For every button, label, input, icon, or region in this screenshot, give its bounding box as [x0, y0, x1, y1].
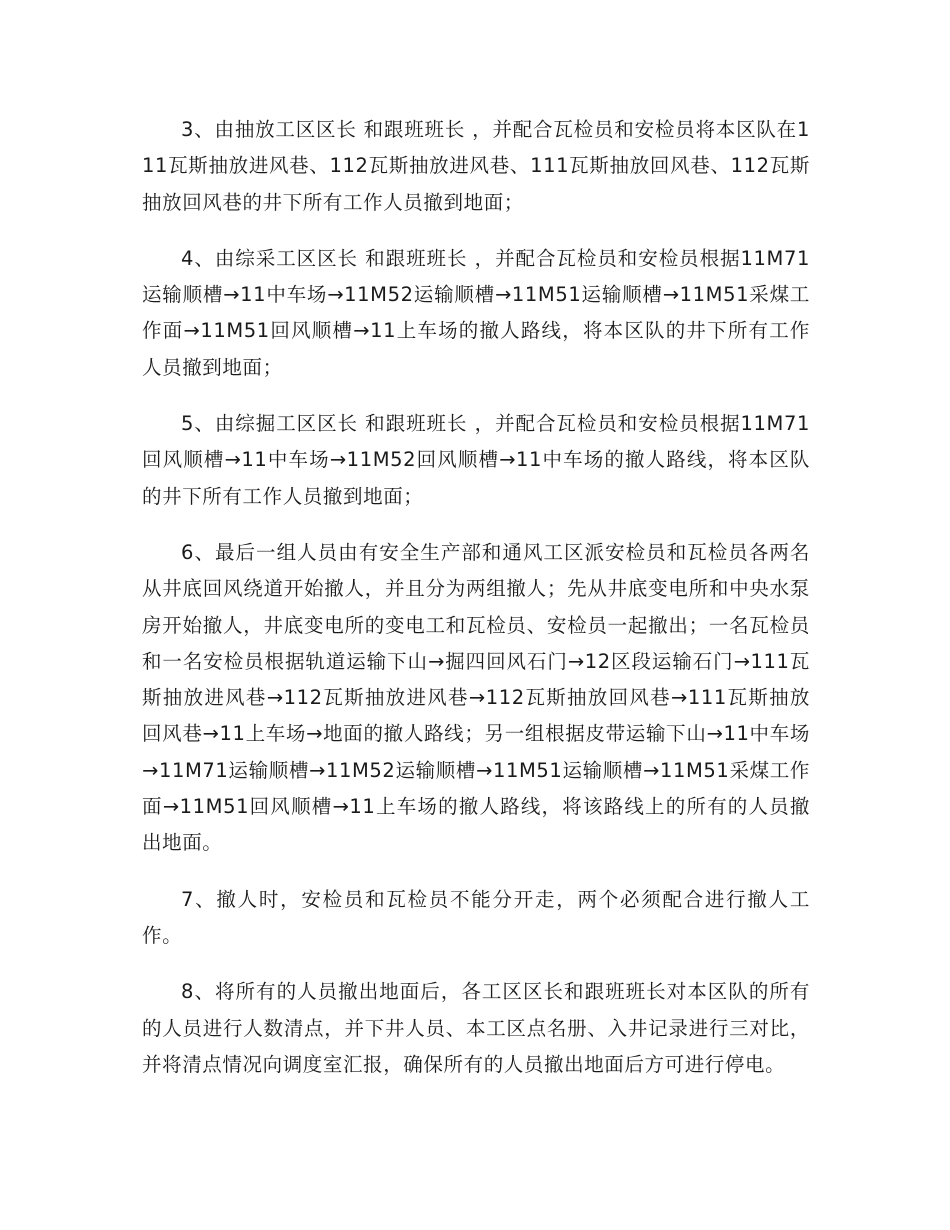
paragraph-4: 4、由综采工区区长 和跟班班长 ，并配合瓦检员和安检员根据11M71运输顺槽→11中车场→11M52运输顺槽→11M51运输顺槽→11M51采煤工作面→11M51回风顺槽→11上车场的撤人路线，将本区队的井下所有工作人员撤到地面；: [142, 246, 810, 379]
document-body: [142, 112, 810, 1083]
paragraph-6: 6、最后一组人员由有安全生产部和通风工区派安检员和瓦检员各两名从井底回风绕道开始撤人，并且分为两组撤人；先从井底变电所和中央水泵房开始撤人，井底变电所的变电工和瓦检员、安检员一起撤出；一名瓦检员和一名安检员根据轨道运输下山→掘四回风石门→12区段运输石门→111瓦斯抽放进风巷→112瓦斯抽放进风巷→112瓦斯抽放回风巷→111瓦斯抽放回风巷→11上车场→地面的撤人路线；另一组根据皮带运输下山→11中车场→11M71运输顺槽→11M52运输顺槽→11M51运输顺槽→11M51采煤工作面→11M51回风顺槽→11上车场的撤人路线，将该路线上的所有的人员撤出地面。: [142, 540, 810, 855]
paragraph-3: 3、由抽放工区区长 和跟班班长 ，并配合瓦检员和安检员将本区队在111瓦斯抽放进风巷、112瓦斯抽放进风巷、111瓦斯抽放回风巷、112瓦斯抽放回风巷的井下所有工作人员撤到地面；: [142, 118, 810, 214]
paragraph-5: 5、由综掘工区区长 和跟班班长 ，并配合瓦检员和安检员根据11M71回风顺槽→11中车场→11M52回风顺槽→11中车场的撤人路线，将本区队的井下所有工作人员撤到地面；: [142, 412, 810, 508]
paragraph-8: 8、将所有的人员撤出地面后，各工区区长和跟班班长对本区队的所有的人员进行人数清点，并下井人员、本工区点名册、入井记录进行三对比，并将清点情况向调度室汇报，确保所有的人员撤出地面后方可进行停电。: [142, 980, 810, 1076]
paragraph-7: 7、撤人时，安检员和瓦检员不能分开走，两个必须配合进行撤人工作。: [142, 887, 810, 947]
